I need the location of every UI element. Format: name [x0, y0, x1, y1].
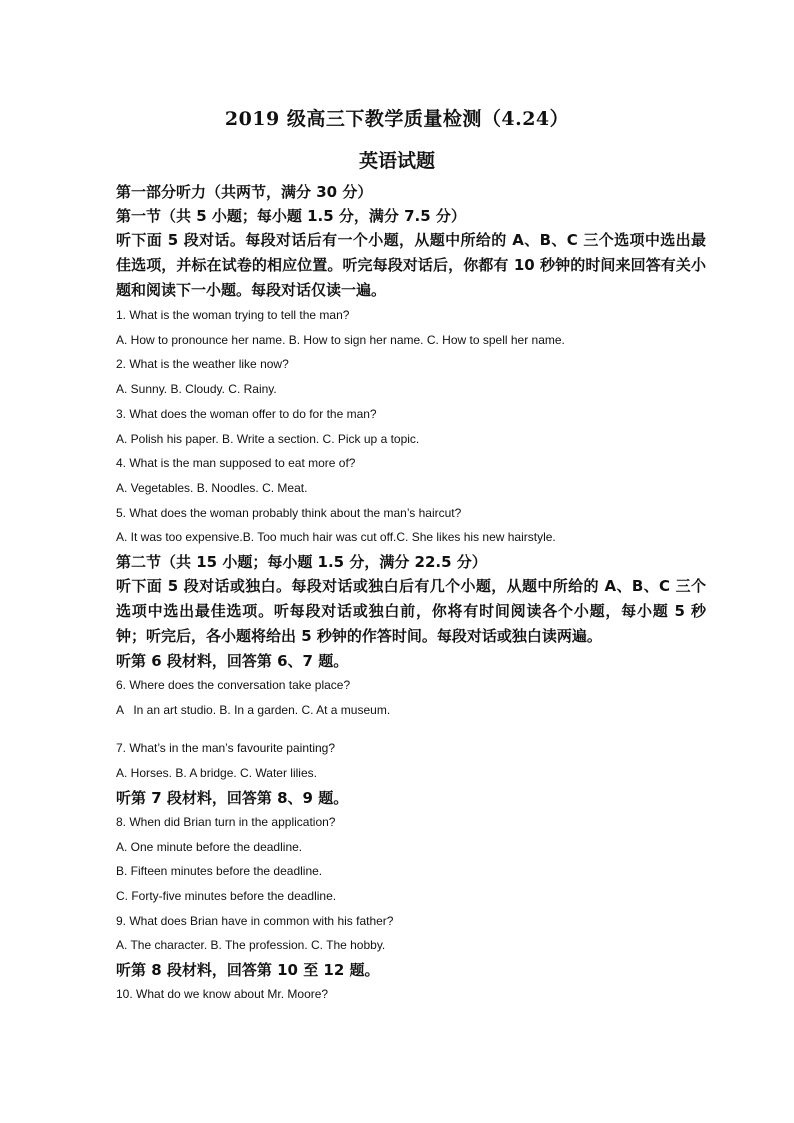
material6-heading: 听第 6 段材料，回答第 6、7 题。: [116, 652, 349, 671]
part1-heading: 第一部分听力（共两节，满分 30 分）: [116, 183, 373, 201]
options-line: A. Polish his paper. B. Write a section. C. Pick up a topic.: [116, 431, 420, 446]
options-line: A In an art studio. B. In a garden. C. At a museum.: [116, 702, 391, 717]
options-line: B. Fifteen minutes before the deadline.: [116, 864, 323, 879]
options-line: A. How to pronounce her name. B. How to sign her name. C. How to spell her name.: [116, 332, 565, 347]
section1-instruction: 听下面 5 段对话。每段对话后有一个小题，从题中所给的 A、B、C 三个选项中选出最佳选项，并标在试卷的相应位置。听完每段对话后，你都有 10 秒钟的时间来回答有关小题和阅读下一小题。每段对话仅读一遍。: [116, 231, 706, 299]
blank-gap: [116, 722, 706, 736]
question-line: 3. What does the woman offer to do for the man?: [116, 406, 377, 421]
options-line: A. Vegetables. B. Noodles. C. Meat.: [116, 480, 308, 495]
question-line: 6. Where does the conversation take place?: [116, 678, 351, 693]
question-line: 7. What’s in the man’s favourite painting?: [116, 741, 336, 756]
question-line: 2. What is the weather like now?: [116, 357, 289, 372]
options-line: A. Horses. B. A bridge. C. Water lilies.: [116, 766, 317, 781]
document-title: 2019 级高三下教学质量检测（4.24）: [224, 108, 570, 130]
options-line: A. The character. B. The profession. C. The hobby.: [116, 938, 386, 953]
section2-instruction: 听下面 5 段对话或独白。每段对话或独白后有几个小题，从题中所给的 A、B、C 三个选项中选出最佳选项。听每段对话或独白前，你将有时间阅读各个小题，每小题 5 秒钟；听完后，各小题将给出 5 秒钟的作答时间。每段对话或独白读两遍。: [116, 577, 706, 646]
question-line: 4. What is the man supposed to eat more of?: [116, 456, 356, 471]
question-line: 8. When did Brian turn in the application?: [116, 814, 336, 829]
material7-heading: 听第 7 段材料，回答第 8、9 题。: [116, 788, 349, 807]
question-line: 9. What does Brian have in common with his father?: [116, 913, 394, 928]
section2-heading: 第二节（共 15 小题；每小题 1.5 分，满分 22.5 分）: [116, 553, 487, 572]
options-line: C. Forty-five minutes before the deadline.: [116, 888, 337, 903]
question-line: 10. What do we know about Mr. Moore?: [116, 987, 329, 1002]
document-subtitle: 英语试题: [358, 150, 435, 172]
options-line: A. Sunny. B. Cloudy. C. Rainy.: [116, 382, 277, 397]
section1-questions: [116, 303, 706, 550]
question-line: 5. What does the woman probably think about the man’s haircut?: [116, 505, 462, 520]
material8-heading: 听第 8 段材料，回答第 10 至 12 题。: [116, 961, 380, 980]
exam-content: [116, 180, 706, 1007]
question-line: 1. What is the woman trying to tell the man?: [116, 308, 350, 322]
options-line: A. One minute before the deadline.: [116, 839, 303, 854]
options-line: A. It was too expensive.B. Too much hair was cut off.C. She likes his new hairstyle.: [116, 530, 556, 545]
section1-heading: 第一节（共 5 小题；每小题 1.5 分，满分 7.5 分）: [116, 207, 466, 225]
